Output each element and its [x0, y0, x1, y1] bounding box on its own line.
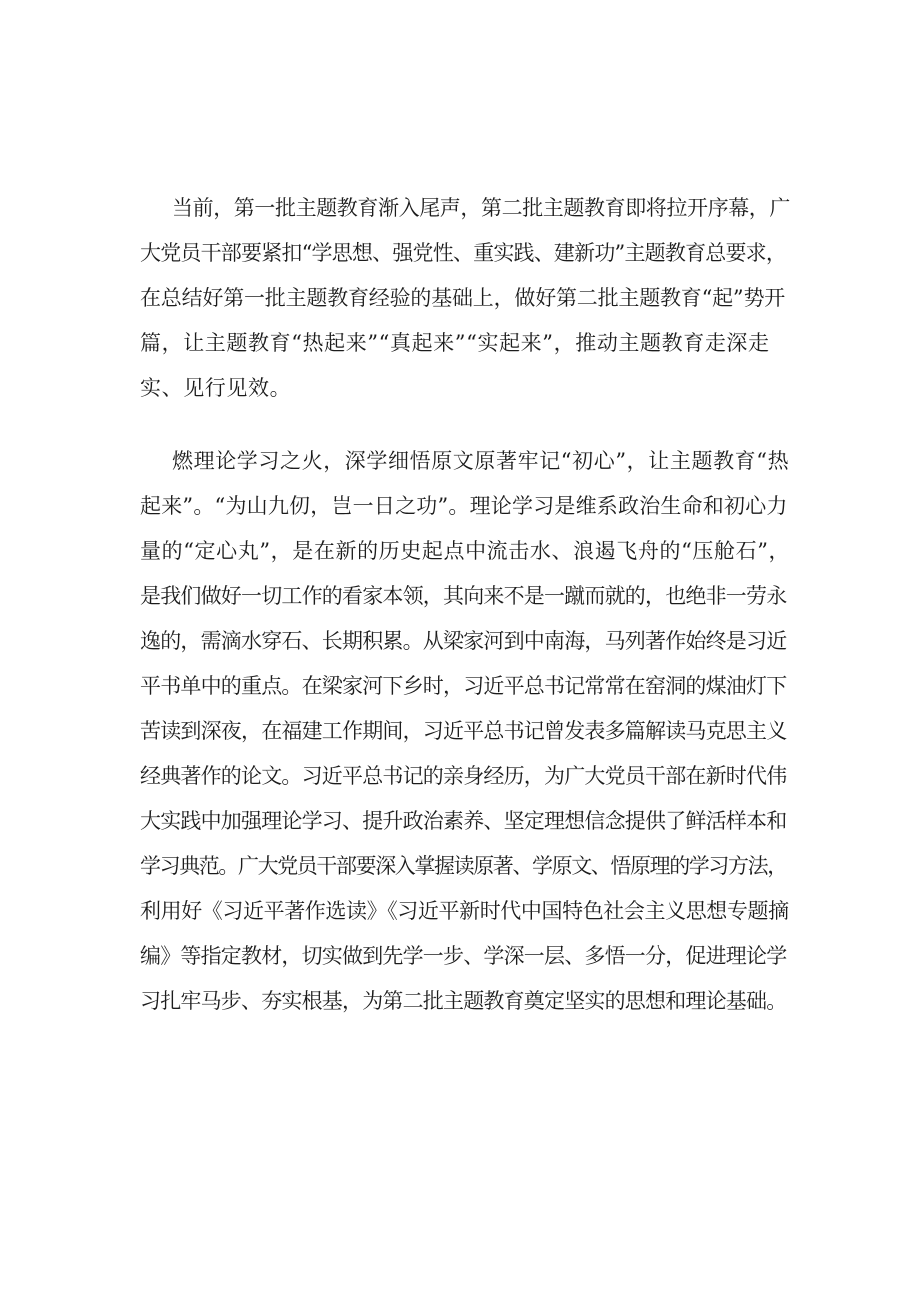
paragraph-1 [140, 186, 790, 411]
document-body [140, 186, 790, 1024]
paragraph-line: 实、见行见效。 [140, 376, 292, 400]
paragraph-2 [140, 439, 790, 1024]
paragraph-line: 起来”。“为山九仞，岂一日之功”。理论学习是维系政治生命和初心力 [140, 494, 788, 518]
paragraph-line: 学习典范。广大党员干部要深入掌握读原著、学原文、悟原理的学习方法， [140, 854, 787, 878]
paragraph-line: 大党员干部要紧扣“学思想、强党性、重实践、建新功”主题教育总要求， [140, 241, 787, 265]
paragraph-line: 苦读到深夜，在福建工作期间，习近平总书记曾发表多篇解读马克思主义 [140, 719, 787, 743]
paragraph-line: 平书单中的重点。在梁家河下乡时，习近平总书记常常在窑洞的煤油灯下 [140, 674, 787, 698]
paragraph-line: 利用好《习近平著作选读》《习近平新时代中国特色社会主义思想专题摘 [140, 899, 789, 923]
paragraph-line: 在总结好第一批主题教育经验的基础上，做好第二批主题教育“起”势开 [140, 286, 786, 310]
paragraph-line: 习扎牢马步、夯实根基，为第二批主题教育奠定坚实的思想和理论基础。 [140, 989, 787, 1013]
paragraph-line: 篇，让主题教育“热起来”“真起来”“实起来”，推动主题教育走深走 [140, 331, 770, 355]
paragraph-line: 量的“定心丸”，是在新的历史起点中流击水、浪遏飞舟的“压舱石”， [140, 539, 791, 563]
paragraph-line: 燃理论学习之火，深学细悟原文原著牢记“初心”，让主题教育“热 [172, 449, 790, 473]
paragraph-gap [140, 411, 790, 439]
paragraph-line: 是我们做好一切工作的看家本领，其向来不是一蹴而就的，也绝非一劳永 [140, 584, 787, 608]
paragraph-line: 编》等指定教材，切实做到先学一步、学深一层、多悟一分，促进理论学 [140, 944, 787, 968]
paragraph-line: 当前，第一批主题教育渐入尾声，第二批主题教育即将拉开序幕，广 [172, 196, 790, 220]
paragraph-line: 逸的，需滴水穿石、长期积累。从梁家河到中南海，马列著作始终是习近 [140, 629, 787, 653]
paragraph-line: 大实践中加强理论学习、提升政治素养、坚定理想信念提供了鲜活样本和 [140, 809, 787, 833]
paragraph-line: 经典著作的论文。习近平总书记的亲身经历，为广大党员干部在新时代伟 [140, 764, 787, 788]
